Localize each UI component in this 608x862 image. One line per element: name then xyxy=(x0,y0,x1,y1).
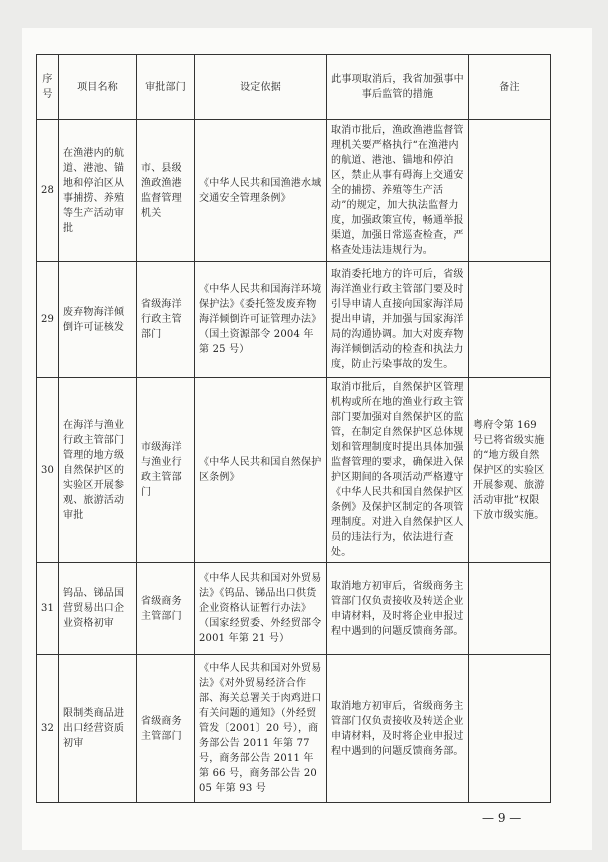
row-measure: 取消地方初审后，省级商务主管部门仅负责接收及转送企业申请材料，及时将企业申报过程中遇到的问题反馈商务部。 xyxy=(327,563,469,655)
row-note: 粤府令第 169 号已将省级实施的“地方级自然保护区的实验区开展参观、旅游活动审批”权限下放市级实施。 xyxy=(469,378,551,563)
row-dept: 市级海洋与渔业行政主管部门 xyxy=(137,378,195,563)
header-dept: 审批部门 xyxy=(137,55,195,120)
row-item-name: 在渔港内的航道、港池、锚地和停泊区从事捕捞、养殖等生产活动审批 xyxy=(59,120,137,262)
row-seq: 31 xyxy=(37,563,59,655)
approval-items-table xyxy=(36,54,551,803)
row-item-name: 钨品、锑品国营贸易出口企业资格初审 xyxy=(59,563,137,655)
row-measure: 取消市批后，渔政渔港监督管理机关要严格执行“在渔港内的航道、港池、锚地和停泊区，禁止从事有碍海上交通安全的捕捞、养殖等生产活动”的规定，加大执法监督力度，加强政策宣传，畅通举报渠道，加强日常巡查检查，严格查处违法违规行为。 xyxy=(327,120,469,262)
header-seq: 序号 xyxy=(37,55,59,120)
row-dept: 省级海洋行政主管部门 xyxy=(137,262,195,378)
row-note xyxy=(469,262,551,378)
row-note xyxy=(469,655,551,803)
table-header-row xyxy=(37,55,551,120)
row-dept: 省级商务主管部门 xyxy=(137,563,195,655)
row-basis: 《中华人民共和国自然保护区条例》 xyxy=(195,378,327,563)
row-dept: 市、县级渔政渔港监督管理机关 xyxy=(137,120,195,262)
page-number: — 9 — xyxy=(482,811,522,825)
table-row xyxy=(37,655,551,803)
header-note: 备注 xyxy=(469,55,551,120)
row-seq: 30 xyxy=(37,378,59,563)
header-name: 项目名称 xyxy=(59,55,137,120)
header-basis: 设定依据 xyxy=(195,55,327,120)
row-dept: 省级商务主管部门 xyxy=(137,655,195,803)
row-note xyxy=(469,120,551,262)
row-item-name: 限制类商品进出口经营资质初审 xyxy=(59,655,137,803)
table-row xyxy=(37,262,551,378)
row-item-name: 在海洋与渔业行政主管部门管理的地方级自然保护区的实验区开展参观、旅游活动审批 xyxy=(59,378,137,563)
row-seq: 28 xyxy=(37,120,59,262)
row-basis: 《中华人民共和国渔港水域交通安全管理条例》 xyxy=(195,120,327,262)
row-measure: 取消地方初审后，省级商务主管部门仅负责接收及转送企业申请材料，及时将企业申报过程中遇到的问题反馈商务部。 xyxy=(327,655,469,803)
row-measure: 取消委托地方的许可后，省级海洋渔业行政主管部门要及时引导申请人直接向国家海洋局提出申请，并加强与国家海洋局的沟通协调。加大对废弃物海洋倾倒活动的检查和执法力度，防止污染事故的发生。 xyxy=(327,262,469,378)
row-basis: 《中华人民共和国海洋环境保护法》《委托签发废弃物海洋倾倒许可证管理办法》（国土资源部令 2004 年第 25 号） xyxy=(195,262,327,378)
row-seq: 32 xyxy=(37,655,59,803)
row-basis: 《中华人民共和国对外贸易法》《对外贸易经济合作部、海关总署关于肉鸡进口有关问题的通知》（外经贸管发〔2001〕20 号），商务部公告 2011 年第 77 号，商务部公告 2011 年第 66 号，商务部公告 2005 年第 93 号 xyxy=(195,655,327,803)
table-row xyxy=(37,563,551,655)
row-seq: 29 xyxy=(37,262,59,378)
row-item-name: 废弃物海洋倾倒许可证核发 xyxy=(59,262,137,378)
table-row xyxy=(37,378,551,563)
header-measure: 此事项取消后，我省加强事中事后监管的措施 xyxy=(327,55,469,120)
row-note xyxy=(469,563,551,655)
table-row xyxy=(37,120,551,262)
row-basis: 《中华人民共和国对外贸易法》《钨品、锑品出口供货企业资格认证暂行办法》（国家经贸委、外经贸部令 2001 年第 21 号） xyxy=(195,563,327,655)
row-measure: 取消市批后，自然保护区管理机构或所在地的渔业行政主管部门要加强对自然保护区的监管，在制定自然保护区总体规划和管理制度时提出具体加强监督管理的要求，确保进入保护区期间的各项活动严格遵守《中华人民共和国自然保护区条例》及保护区制定的各项管理制度。对进入自然保护区人员的违法行为，依法进行查处。 xyxy=(327,378,469,563)
